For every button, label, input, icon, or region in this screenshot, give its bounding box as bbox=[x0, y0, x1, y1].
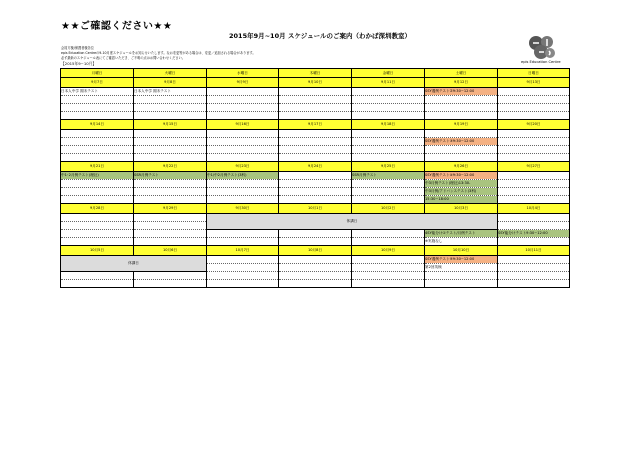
date-cell: 9月25日 bbox=[352, 162, 425, 172]
date-cell: 10月2日 bbox=[352, 204, 425, 214]
empty-cell bbox=[134, 130, 207, 138]
date-cell: 9月29日 bbox=[134, 204, 207, 214]
date-row bbox=[61, 246, 570, 256]
date-row bbox=[61, 162, 570, 172]
empty-cell bbox=[207, 96, 279, 104]
empty-cell bbox=[134, 222, 207, 230]
date-row bbox=[61, 78, 570, 88]
empty-cell bbox=[279, 238, 352, 246]
empty-cell bbox=[207, 230, 279, 238]
empty-cell bbox=[352, 230, 425, 238]
empty-cell bbox=[498, 130, 570, 138]
event-row bbox=[61, 96, 570, 104]
event-row bbox=[61, 280, 570, 288]
empty-cell bbox=[279, 230, 352, 238]
empty-cell bbox=[498, 264, 570, 272]
event-row bbox=[61, 238, 570, 246]
empty-cell bbox=[425, 280, 498, 288]
date-cell: 9月21日 bbox=[61, 162, 134, 172]
date-cell: 9月27日 bbox=[498, 162, 570, 172]
date-cell: 9月20日 bbox=[498, 120, 570, 130]
event-row bbox=[61, 112, 570, 120]
date-cell: 10月4日 bbox=[498, 204, 570, 214]
date-row bbox=[61, 120, 570, 130]
empty-cell bbox=[498, 104, 570, 112]
empty-cell bbox=[134, 196, 207, 204]
empty-cell bbox=[498, 272, 570, 280]
empty-cell bbox=[134, 146, 207, 154]
empty-cell bbox=[134, 214, 207, 222]
empty-cell bbox=[498, 88, 570, 96]
date-cell: 10月6日 bbox=[134, 246, 207, 256]
empty-cell bbox=[498, 172, 570, 180]
date-cell: 9月28日 bbox=[61, 204, 134, 214]
empty-cell bbox=[352, 180, 425, 188]
date-cell: 10月3日 bbox=[425, 204, 498, 214]
empty-cell bbox=[207, 138, 279, 146]
event-cell: 中3月例/アドバンステスト(3科) bbox=[425, 188, 498, 196]
logo-text: epis Education Centre bbox=[521, 60, 561, 64]
date-cell: 9月19日 bbox=[425, 120, 498, 130]
date-cell: 10月9日 bbox=[352, 246, 425, 256]
empty-cell bbox=[279, 146, 352, 154]
weekday-thu: 木曜日 bbox=[279, 69, 352, 78]
empty-cell bbox=[352, 188, 425, 196]
empty-cell bbox=[279, 88, 352, 96]
empty-cell bbox=[498, 112, 570, 120]
empty-cell bbox=[352, 88, 425, 96]
empty-cell bbox=[61, 214, 134, 222]
event-row bbox=[61, 138, 570, 146]
weekday-sat: 土曜日 bbox=[425, 69, 498, 78]
empty-cell bbox=[134, 272, 207, 280]
empty-cell bbox=[207, 104, 279, 112]
empty-cell bbox=[61, 138, 134, 146]
event-row bbox=[61, 214, 570, 222]
date-cell: 10月1日 bbox=[279, 204, 352, 214]
date-cell: 9月23日 bbox=[207, 162, 279, 172]
event-cell: SSY週例テスト③9:30~12:00 bbox=[425, 138, 498, 146]
date-cell: 9月22日 bbox=[134, 162, 207, 172]
empty-cell bbox=[279, 96, 352, 104]
empty-cell bbox=[207, 280, 279, 288]
empty-cell bbox=[352, 130, 425, 138]
empty-cell bbox=[352, 264, 425, 272]
date-cell: 10月5日 bbox=[61, 246, 134, 256]
empty-cell bbox=[134, 188, 207, 196]
empty-cell bbox=[279, 104, 352, 112]
empty-cell bbox=[207, 256, 279, 264]
empty-cell bbox=[61, 146, 134, 154]
meta-line-3: 必ず最新のスケジュール表にてご確認いただき、ご不明の点はお問い合わせください。 bbox=[61, 56, 185, 60]
event-cell: ※実施なし bbox=[425, 238, 498, 246]
event-cell: 15:30~18:00 bbox=[425, 196, 498, 204]
date-cell: 9月7日 bbox=[61, 78, 134, 88]
empty-cell bbox=[498, 138, 570, 146]
event-row bbox=[61, 230, 570, 238]
empty-cell bbox=[61, 96, 134, 104]
event-cell: 中1･2月例テスト(理社) bbox=[61, 172, 134, 180]
empty-cell bbox=[352, 146, 425, 154]
date-cell: 9月17日 bbox=[279, 120, 352, 130]
empty-cell bbox=[498, 180, 570, 188]
empty-cell bbox=[498, 238, 570, 246]
empty-cell bbox=[498, 188, 570, 196]
empty-cell bbox=[207, 238, 279, 246]
event-row bbox=[61, 104, 570, 112]
empty-cell bbox=[61, 196, 134, 204]
holiday-block: 休講日 bbox=[207, 214, 498, 230]
weekday-tue: 火曜日 bbox=[134, 69, 207, 78]
empty-cell bbox=[207, 196, 279, 204]
empty-cell bbox=[61, 238, 134, 246]
period-label: 【2015年9~10月】 bbox=[61, 61, 97, 66]
empty-cell bbox=[279, 196, 352, 204]
empty-cell bbox=[61, 230, 134, 238]
event-row bbox=[61, 172, 570, 180]
empty-cell bbox=[207, 130, 279, 138]
empty-cell bbox=[61, 188, 134, 196]
empty-cell bbox=[134, 138, 207, 146]
empty-cell bbox=[425, 154, 498, 162]
event-row bbox=[61, 196, 570, 204]
date-cell: 10月11日 bbox=[498, 246, 570, 256]
event-cell: SSR月例テスト bbox=[352, 172, 425, 180]
date-cell: 9月18日 bbox=[352, 120, 425, 130]
empty-cell bbox=[134, 230, 207, 238]
weekday-mon: 月曜日 bbox=[61, 69, 134, 78]
event-cell: 第2回英検 bbox=[425, 264, 498, 272]
empty-cell bbox=[134, 238, 207, 246]
empty-cell bbox=[279, 280, 352, 288]
empty-cell bbox=[498, 280, 570, 288]
empty-cell bbox=[279, 154, 352, 162]
empty-cell bbox=[61, 222, 134, 230]
empty-cell bbox=[207, 112, 279, 120]
meta-line-2: epis Education Centreの9-10月度スケジュールをお知らせいたします。なお変更等がある場合は、変更／追加される場合があります。 bbox=[61, 51, 256, 55]
weekday-wed: 水曜日 bbox=[207, 69, 279, 78]
empty-cell bbox=[61, 112, 134, 120]
empty-cell bbox=[498, 196, 570, 204]
empty-cell bbox=[207, 272, 279, 280]
empty-cell bbox=[425, 104, 498, 112]
event-cell: SSY週例テスト④9:30~12:00 bbox=[425, 172, 498, 180]
empty-cell bbox=[498, 214, 570, 222]
empty-cell bbox=[352, 112, 425, 120]
event-cell: SSY能分けテスト9:30~12:00 bbox=[498, 230, 570, 238]
weekday-fri: 金曜日 bbox=[352, 69, 425, 78]
empty-cell bbox=[498, 256, 570, 264]
date-cell: 9月26日 bbox=[425, 162, 498, 172]
empty-cell bbox=[279, 130, 352, 138]
empty-cell bbox=[61, 180, 134, 188]
empty-cell bbox=[61, 280, 134, 288]
empty-cell bbox=[352, 272, 425, 280]
schedule-table bbox=[60, 68, 570, 288]
date-cell: 9月15日 bbox=[134, 120, 207, 130]
empty-cell bbox=[352, 96, 425, 104]
event-row bbox=[61, 146, 570, 154]
date-cell: 9月11日 bbox=[352, 78, 425, 88]
empty-cell bbox=[279, 264, 352, 272]
empty-cell bbox=[134, 104, 207, 112]
event-cell: 4SY能分け①テスト/月例テスト bbox=[425, 230, 498, 238]
date-row bbox=[61, 204, 570, 214]
empty-cell bbox=[498, 154, 570, 162]
event-cell: SSY週例テスト②9:30~12:00 bbox=[425, 88, 498, 96]
event-row bbox=[61, 130, 570, 138]
empty-cell bbox=[279, 256, 352, 264]
empty-cell bbox=[352, 154, 425, 162]
empty-cell bbox=[61, 154, 134, 162]
empty-cell bbox=[279, 272, 352, 280]
empty-cell bbox=[207, 180, 279, 188]
event-row bbox=[61, 88, 570, 96]
empty-cell bbox=[352, 196, 425, 204]
empty-cell bbox=[207, 264, 279, 272]
notice-heading: ★★ご確認ください★★ bbox=[61, 21, 173, 32]
empty-cell bbox=[134, 112, 207, 120]
empty-cell bbox=[207, 146, 279, 154]
date-cell: 10月8日 bbox=[279, 246, 352, 256]
empty-cell bbox=[352, 256, 425, 264]
empty-cell bbox=[134, 180, 207, 188]
empty-cell bbox=[279, 112, 352, 120]
date-cell: 10月7日 bbox=[207, 246, 279, 256]
empty-cell bbox=[61, 104, 134, 112]
date-cell: 9月30日 bbox=[207, 204, 279, 214]
empty-cell bbox=[207, 154, 279, 162]
event-row bbox=[61, 256, 570, 264]
empty-cell bbox=[425, 130, 498, 138]
date-cell: 9月9日 bbox=[207, 78, 279, 88]
empty-cell bbox=[207, 188, 279, 196]
date-cell: 9月14日 bbox=[61, 120, 134, 130]
empty-cell bbox=[498, 96, 570, 104]
event-cell: SSY週例テスト⑤9:30~12:00 bbox=[425, 256, 498, 264]
empty-cell bbox=[279, 180, 352, 188]
epis-logo-icon bbox=[527, 34, 557, 60]
date-cell: 9月13日 bbox=[498, 78, 570, 88]
empty-cell bbox=[498, 146, 570, 154]
event-row bbox=[61, 180, 570, 188]
event-cell: SSR月例テスト bbox=[134, 172, 207, 180]
empty-cell bbox=[279, 138, 352, 146]
empty-cell bbox=[352, 238, 425, 246]
meta-line-1: 会員方様/保護者様各位 bbox=[61, 46, 94, 50]
event-cell: 日本人中学 期末テスト bbox=[61, 88, 134, 96]
empty-cell bbox=[61, 272, 134, 280]
empty-cell bbox=[425, 96, 498, 104]
empty-cell bbox=[134, 154, 207, 162]
empty-cell bbox=[425, 112, 498, 120]
empty-cell bbox=[61, 130, 134, 138]
weekday-sun: 日曜日 bbox=[498, 69, 570, 78]
empty-cell bbox=[498, 222, 570, 230]
date-cell: 9月12日 bbox=[425, 78, 498, 88]
empty-cell bbox=[425, 146, 498, 154]
date-cell: 9月16日 bbox=[207, 120, 279, 130]
event-cell: 中3月例テスト(理社)13:30- bbox=[425, 180, 498, 188]
event-cell: 中1/中2月例テスト(3科) bbox=[207, 172, 279, 180]
event-row bbox=[61, 188, 570, 196]
date-cell: 9月8日 bbox=[134, 78, 207, 88]
date-cell: 9月24日 bbox=[279, 162, 352, 172]
empty-cell bbox=[352, 280, 425, 288]
empty-cell bbox=[425, 272, 498, 280]
date-cell: 9月10日 bbox=[279, 78, 352, 88]
date-cell: 10月10日 bbox=[425, 246, 498, 256]
empty-cell bbox=[352, 138, 425, 146]
empty-cell bbox=[279, 172, 352, 180]
page-title: 2015年9月~10月 スケジュールのご案内（わかば深圳教室） bbox=[229, 32, 411, 40]
empty-cell bbox=[207, 88, 279, 96]
empty-cell bbox=[279, 188, 352, 196]
empty-cell bbox=[134, 96, 207, 104]
empty-cell bbox=[134, 280, 207, 288]
holiday-block: 休講日 bbox=[61, 256, 207, 272]
empty-cell bbox=[352, 104, 425, 112]
event-row bbox=[61, 154, 570, 162]
weekday-header-row bbox=[61, 69, 570, 78]
event-row bbox=[61, 272, 570, 280]
event-cell: 日本人中学 期末テスト bbox=[134, 88, 207, 96]
